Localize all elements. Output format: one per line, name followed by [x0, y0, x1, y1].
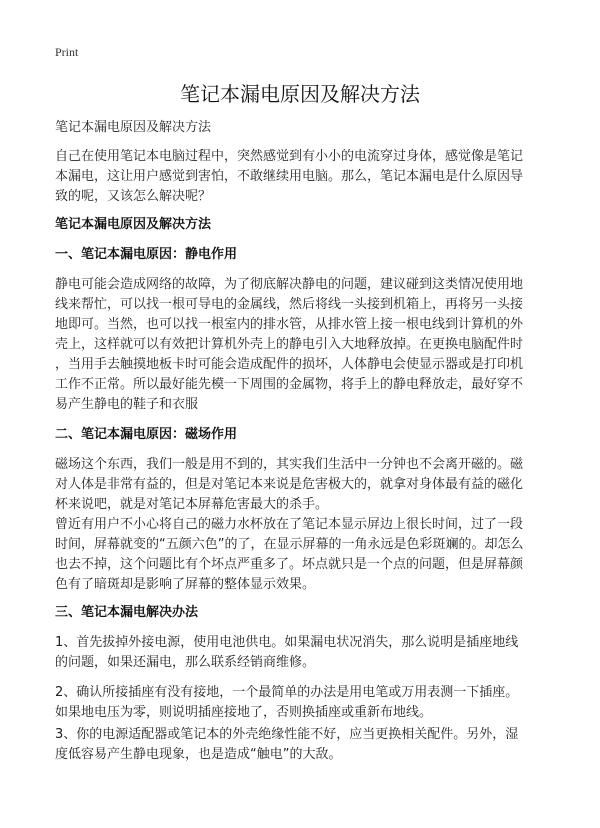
line: 1、首先拔掉外接电源，使用电池供电。如果漏电状况消失，那么说明是插座地线 [55, 635, 519, 650]
line: ，当用手去触摸地板卡时可能会造成配件的损坏，人体静电会使显示器或是打印机 [55, 357, 524, 372]
line: 本漏电，这让用户感觉到害怕，不敢继续用电脑。那么，笔记本漏电是什么原因导 [55, 169, 524, 184]
line: 自己在使用笔记本电脑过程中，突然感觉到有小小的电流穿过身体，感觉像是笔记 [55, 149, 524, 164]
line: 静电可能会造成网络的故障，为了彻底解决静电的问题，建议碰到这类情况使用地 [55, 277, 524, 292]
line: 易产生静电的鞋子和衣服 [55, 397, 199, 412]
heading-magnetic: 二、笔记本漏电原因：磁场作用 [55, 427, 238, 442]
solution-1 [55, 633, 555, 673]
line: 也去不掉，这个问题比有个坏点严重多了。坏点就只是一个点的问题，但是屏幕颜 [55, 557, 524, 572]
line: 2、确认所接插座有没有接地，一个最简单的办法是用电笔或万用表测一下插座。 [55, 685, 519, 700]
line: 对人体是非常有益的，但是对笔记本来说是危害极大的，就拿对身体最有益的磁化 [55, 477, 524, 492]
subtitle: 笔记本漏电原因及解决方法 [55, 120, 212, 135]
line: 的问题，如果还漏电，那么联系经销商维修。 [55, 655, 316, 670]
line: 色有了暗斑却是影响了屏幕的整体显示效果。 [55, 577, 316, 592]
section-heading: 笔记本漏电原因及解决方法 [55, 217, 212, 232]
solution-2 [55, 683, 555, 723]
heading-solutions: 三、笔记本漏电解决办法 [55, 605, 199, 620]
heading-static: 一、笔记本漏电原因：静电作用 [55, 247, 238, 262]
intro-paragraph [55, 147, 555, 207]
page-title: 笔记本漏电原因及解决方法 [180, 82, 420, 106]
line: 工作不正常。所以最好能先模一下周围的金属物，将手上的静电释放走，最好穿不 [55, 377, 524, 392]
line: 曾近有用户不小心将自己的磁力水杯放在了笔记本显示屏边上很长时间，过了一段 [55, 517, 524, 532]
line: 杯来说吧，就是对笔记本屏幕危害最大的杀手。 [55, 497, 329, 512]
line: 时间，屏幕就变的“五颜六色”的了，在显示屏幕的一角永远是色彩斑斓的。却怎么 [55, 537, 524, 552]
solution-3 [55, 725, 555, 765]
line: 磁场这个东西，我们一般是用不到的，其实我们生活中一分钟也不会离开磁的。磁 [55, 457, 524, 472]
line: 线来帮忙，可以找一根可导电的金属线，然后将线一头接到机箱上，再将另一头接 [55, 297, 524, 312]
line: 地即可。当然，也可以找一根室内的排水管，从排水管上接一根电线到计算机的外 [55, 317, 524, 332]
magnetic-paragraph-1 [55, 455, 555, 515]
line: 3、你的电源适配器或笔记本的外壳绝缘性能不好，应当更换相关配件。另外，湿 [55, 727, 519, 742]
print-link[interactable]: Print [55, 45, 79, 59]
line: 致的呢，又该怎么解决呢？ [55, 189, 212, 204]
magnetic-paragraph-2 [55, 515, 555, 595]
line: 壳上，这样就可以有效把计算机外壳上的静电引入大地释放掉。在更换电脑配件时 [55, 337, 524, 352]
line: 度低容易产生静电现象，也是造成“触电”的大敌。 [55, 747, 342, 762]
static-paragraph [55, 275, 555, 415]
line: 如果地电压为零，则说明插座接地了，否则换插座或重新布地线。 [55, 705, 433, 720]
